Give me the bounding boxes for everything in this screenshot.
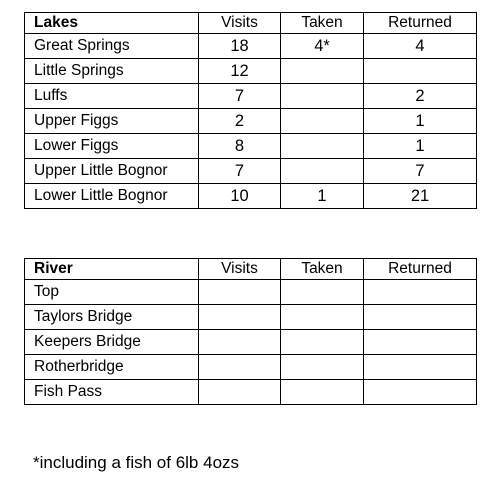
visits-cell: 8: [199, 134, 281, 159]
lakes-header-name: Lakes: [25, 13, 199, 34]
river-location-name: Taylors Bridge: [25, 305, 199, 330]
taken-cell: [281, 159, 364, 184]
taken-cell: [281, 305, 364, 330]
lake-name: Great Springs: [25, 34, 199, 59]
river-header-name: River: [25, 259, 199, 280]
table-row: [25, 84, 477, 109]
lakes-table: [24, 12, 477, 209]
visits-cell: [199, 355, 281, 380]
visits-cell: 7: [199, 84, 281, 109]
taken-cell: [281, 59, 364, 84]
visits-cell: 2: [199, 109, 281, 134]
taken-cell: [281, 330, 364, 355]
visits-cell: [199, 380, 281, 405]
river-table: [24, 258, 477, 405]
taken-cell: [281, 355, 364, 380]
visits-cell: 7: [199, 159, 281, 184]
lake-name: Upper Little Bognor: [25, 159, 199, 184]
taken-cell: [281, 84, 364, 109]
visits-cell: 18: [199, 34, 281, 59]
river-location-name: Rotherbridge: [25, 355, 199, 380]
returned-cell: 4: [364, 34, 477, 59]
visits-cell: 10: [199, 184, 281, 209]
returned-cell: [364, 280, 477, 305]
returned-cell: 1: [364, 109, 477, 134]
returned-cell: [364, 355, 477, 380]
lakes-header-taken: Taken: [281, 13, 364, 34]
lake-name: Upper Figgs: [25, 109, 199, 134]
lakes-header-visits: Visits: [199, 13, 281, 34]
river-header-taken: Taken: [281, 259, 364, 280]
returned-cell: [364, 59, 477, 84]
returned-cell: [364, 305, 477, 330]
table-row: [25, 305, 477, 330]
lakes-header-returned: Returned: [364, 13, 477, 34]
lake-name: Lower Figgs: [25, 134, 199, 159]
taken-cell: 1: [281, 184, 364, 209]
taken-cell: [281, 280, 364, 305]
footnote: *including a fish of 6lb 4ozs: [33, 453, 240, 472]
table-row: [25, 159, 477, 184]
river-header-visits: Visits: [199, 259, 281, 280]
table-row: [25, 380, 477, 405]
table-row: [25, 59, 477, 84]
river-location-name: Top: [25, 280, 199, 305]
table-row: [25, 280, 477, 305]
returned-cell: [364, 330, 477, 355]
river-header-returned: Returned: [364, 259, 477, 280]
lakes-header-row: [25, 13, 477, 34]
table-row: [25, 184, 477, 209]
visits-cell: [199, 305, 281, 330]
visits-cell: [199, 280, 281, 305]
returned-cell: 21: [364, 184, 477, 209]
lake-name: Little Springs: [25, 59, 199, 84]
returned-cell: [364, 380, 477, 405]
table-row: [25, 330, 477, 355]
table-row: [25, 34, 477, 59]
river-location-name: Keepers Bridge: [25, 330, 199, 355]
table-row: [25, 355, 477, 380]
taken-cell: 4*: [281, 34, 364, 59]
river-header-row: [25, 259, 477, 280]
lake-name: Luffs: [25, 84, 199, 109]
river-location-name: Fish Pass: [25, 380, 199, 405]
lake-name: Lower Little Bognor: [25, 184, 199, 209]
table-row: [25, 134, 477, 159]
taken-cell: [281, 109, 364, 134]
returned-cell: 7: [364, 159, 477, 184]
visits-cell: 12: [199, 59, 281, 84]
taken-cell: [281, 380, 364, 405]
visits-cell: [199, 330, 281, 355]
returned-cell: 1: [364, 134, 477, 159]
taken-cell: [281, 134, 364, 159]
returned-cell: 2: [364, 84, 477, 109]
table-row: [25, 109, 477, 134]
